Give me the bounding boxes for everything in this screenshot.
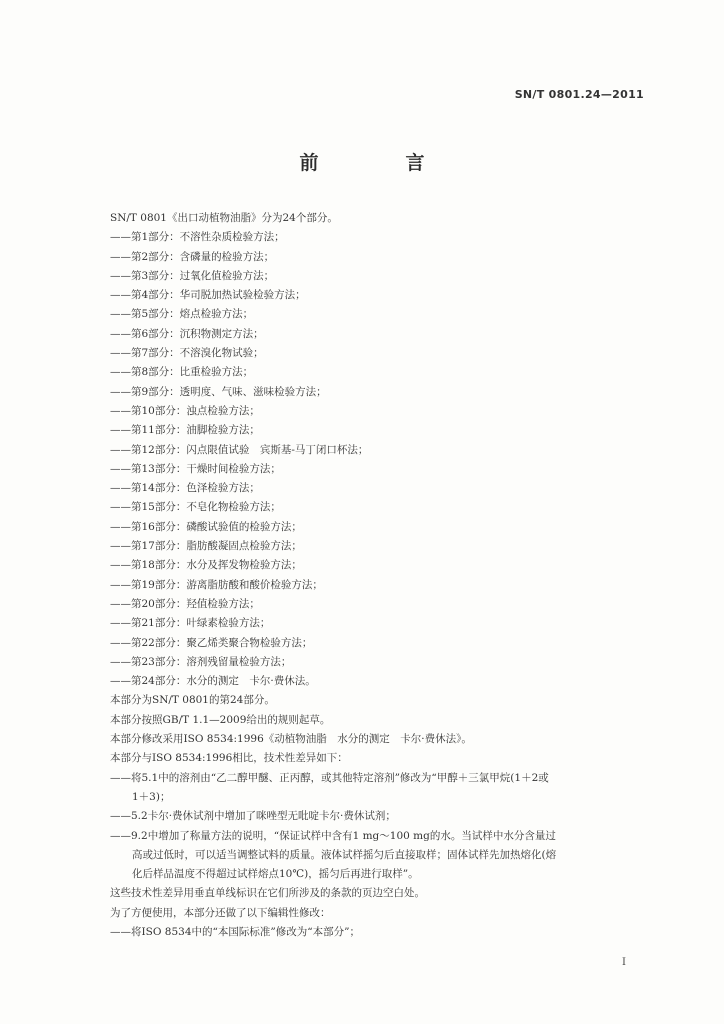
part-item <box>110 537 650 556</box>
list-dash: —— <box>110 482 131 495</box>
part-item <box>110 363 650 382</box>
difference-continuation: 1＋3)； <box>132 790 171 803</box>
list-dash: —— <box>110 925 131 938</box>
list-dash: —— <box>110 559 131 572</box>
list-dash: —— <box>110 617 131 630</box>
part-item <box>110 595 650 614</box>
list-dash: —— <box>110 424 131 437</box>
list-item-text: 第8部分：比重检验方法； <box>131 366 254 379</box>
closing-line: 这些技术性差异用垂直单线标识在它们所涉及的条款的页边空白处。 <box>110 887 425 900</box>
list-item-text: 第3部分：过氧化值检验方法； <box>131 269 275 282</box>
list-dash: —— <box>110 520 131 533</box>
list-dash: —— <box>110 308 131 321</box>
part-item <box>110 556 650 575</box>
list-item-text: 第24部分：水分的测定 卡尔·费休法。 <box>131 675 316 688</box>
list-item-text: 第17部分：脂肪酸凝固点检验方法； <box>131 540 302 553</box>
list-dash: —— <box>110 366 131 379</box>
part-item <box>110 286 650 305</box>
statements <box>110 691 650 768</box>
list-item-text: 9.2中增加了称量方法的说明，“保证试样中含有1 mg～100 mg的水。当试样中水分含量过 <box>131 829 556 842</box>
list-item-text: 第10部分：浊点检验方法； <box>131 404 260 417</box>
closing-line: 为了方便使用，本部分还做了以下编辑性修改： <box>110 906 331 919</box>
list-item-text: 第16部分：磷酸试验值的检验方法； <box>131 520 302 533</box>
difference-continuation: 化后样品温度不得超过试样熔点10℃)，摇匀后再进行取样”。 <box>132 868 419 881</box>
difference-item <box>110 807 650 826</box>
part-item <box>110 634 650 653</box>
list-item-text: 第9部分：透明度、气味、滋味检验方法； <box>131 385 327 398</box>
document-code: SN/T 0801.24—2011 <box>514 88 644 101</box>
difference-item <box>110 769 650 788</box>
closing-statements <box>110 884 650 923</box>
list-dash: —— <box>110 540 131 553</box>
part-item <box>110 344 650 363</box>
list-dash: —— <box>110 597 131 610</box>
edit-item <box>110 923 650 942</box>
list-item-text: 第11部分：油脚检验方法； <box>131 424 260 437</box>
statement-line: 本部分修改采用ISO 8534:1996《动植物油脂 水分的测定 卡尔·费休法》。 <box>110 733 472 746</box>
list-dash: —— <box>110 327 131 340</box>
list-dash: —— <box>110 462 131 475</box>
list-item-text: 将ISO 8534中的“本国际标准”修改为“本部分”； <box>131 925 360 938</box>
part-item <box>110 653 650 672</box>
list-dash: —— <box>110 404 131 417</box>
list-dash: —— <box>110 810 131 823</box>
intro-text: SN/T 0801《出口动植物油脂》分为24个部分。 <box>110 212 338 224</box>
differences-list <box>110 769 650 885</box>
list-dash: —— <box>110 829 131 842</box>
list-item-text: 第18部分：水分及挥发物检验方法； <box>131 559 302 572</box>
parts-list <box>110 228 650 691</box>
part-item <box>110 614 650 633</box>
statement-line: 本部分与ISO 8534:1996相比，技术性差异如下： <box>110 752 348 765</box>
list-item-text: 第4部分：华司脱加热试验检验方法； <box>131 289 306 302</box>
list-item-text: 第6部分：沉积物测定方法； <box>131 327 264 340</box>
list-dash: —— <box>110 289 131 302</box>
list-item-text: 第20部分：羟值检验方法； <box>131 597 260 610</box>
list-dash: —— <box>110 501 131 514</box>
part-item <box>110 325 650 344</box>
list-item-text: 第19部分：游离脂肪酸和酸价检验方法； <box>131 578 323 591</box>
list-dash: —— <box>110 675 131 688</box>
list-item-text: 第15部分：不皂化物检验方法； <box>131 501 281 514</box>
list-item-text: 第13部分：干燥时间检验方法； <box>131 462 281 475</box>
list-item-text: 第21部分：叶绿素检验方法； <box>131 617 271 630</box>
list-dash: —— <box>110 231 131 244</box>
difference-continuation: 高或过低时，可以适当调整试料的质量。液体试样摇匀后直接取样；固体试样先加热熔化(熔 <box>132 848 557 861</box>
part-item <box>110 576 650 595</box>
part-item <box>110 402 650 421</box>
list-item-text: 第2部分：含磷量的检验方法； <box>131 250 275 263</box>
page-number: I <box>622 957 626 968</box>
part-item <box>110 498 650 517</box>
list-dash: —— <box>110 578 131 591</box>
list-item-text: 第22部分：聚乙烯类聚合物检验方法； <box>131 636 313 649</box>
list-dash: —— <box>110 443 131 456</box>
part-item <box>110 460 650 479</box>
list-item-text: 第1部分：不溶性杂质检验方法； <box>131 231 285 244</box>
part-item <box>110 421 650 440</box>
part-item <box>110 305 650 324</box>
part-item <box>110 383 650 402</box>
list-item-text: 第12部分：闪点限值试验 宾斯基-马丁闭口杯法； <box>131 443 369 456</box>
list-dash: —— <box>110 269 131 282</box>
list-item-text: 将5.1中的溶剂由“乙二醇甲醚、正丙醇，或其他特定溶剂”修改为“甲醇＋三氯甲烷(1＋2或 <box>131 771 549 784</box>
foreword-body <box>110 209 650 942</box>
list-item-text: 第14部分：色泽检验方法； <box>131 482 260 495</box>
part-item <box>110 228 650 247</box>
list-item-text: 5.2卡尔·费休试剂中增加了咪唑型无吡啶卡尔·费休试剂； <box>131 810 396 823</box>
part-item <box>110 672 650 691</box>
part-item <box>110 518 650 537</box>
part-item <box>110 248 650 267</box>
list-dash: —— <box>110 655 131 668</box>
list-dash: —— <box>110 250 131 263</box>
list-item-text: 第23部分：溶剂残留量检验方法； <box>131 655 292 668</box>
part-item <box>110 267 650 286</box>
list-item-text: 第5部分：熔点检验方法； <box>131 308 254 321</box>
list-dash: —— <box>110 385 131 398</box>
statement-line: 本部分按照GB/T 1.1—2009给出的规则起草。 <box>110 713 331 726</box>
edits-list <box>110 923 650 942</box>
part-item <box>110 479 650 498</box>
list-dash: —— <box>110 347 131 360</box>
list-dash: —— <box>110 771 131 784</box>
part-item <box>110 441 650 460</box>
list-dash: —— <box>110 636 131 649</box>
page-title: 前 言 <box>299 152 459 174</box>
list-item-text: 第7部分：不溶溴化物试验； <box>131 347 264 360</box>
statement-line: 本部分为SN/T 0801的第24部分。 <box>110 694 275 707</box>
difference-item <box>110 827 650 846</box>
